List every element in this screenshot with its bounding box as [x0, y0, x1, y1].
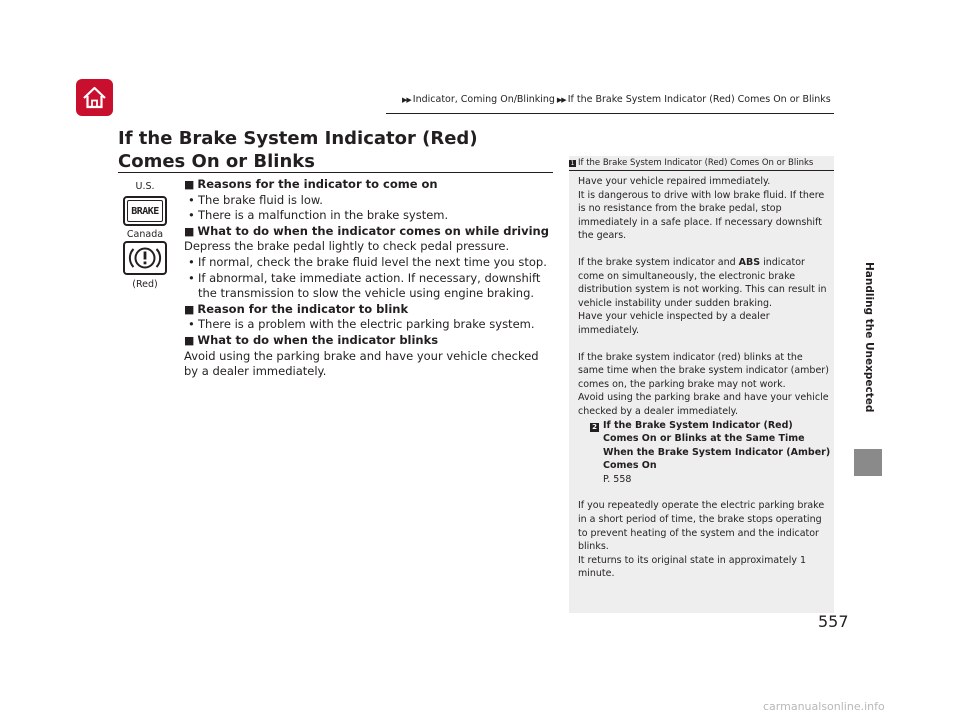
notes-sidebar: [569, 156, 834, 613]
bullet-malfunction: • There is a malfunction in the brake system.: [184, 208, 554, 224]
sidebar-p7: If you repeatedly operate the electric parking brake in a short period of time, the brake stops operating to prevent heating of the system and the indicator blinks.: [578, 500, 825, 553]
breadcrumb: [402, 94, 831, 105]
bullet-if-abnormal: • If abnormal, take immediate action. If necessary, downshift the transmission to slow the vehicle using engine braking.: [184, 271, 554, 302]
bullet-fluid-low: • The brake fluid is low.: [184, 193, 554, 209]
breadcrumb-arrow-icon: ▶▶: [556, 96, 566, 104]
exclamation-circle-icon: [127, 244, 163, 272]
sidebar-heading-text: If the Brake System Indicator (Red) Comes On or Blinks: [578, 158, 814, 168]
heading-what-to-do-blinks: ■ What to do when the indicator blinks: [184, 333, 554, 349]
breadcrumb-current: If the Brake System Indicator (Red) Comes On or Blinks: [567, 94, 831, 105]
canada-label: Canada: [126, 229, 164, 240]
abs-label: ABS: [738, 256, 761, 268]
cross-reference-page[interactable]: P. 558: [603, 473, 632, 485]
brake-exclamation-indicator-icon: [123, 241, 167, 275]
paragraph-avoid-parking-brake: Avoid using the parking brake and have your vehicle checked by a dealer immediately.: [184, 348, 539, 379]
home-icon: [81, 84, 108, 111]
sidebar-p6: Avoid using the parking brake and have your vehicle checked by a dealer immediately.: [578, 392, 829, 417]
breadcrumb-link-indicator[interactable]: Indicator, Coming On/Blinking: [412, 94, 555, 105]
heading-what-to-do-driving: ■ What to do when the indicator comes on while driving: [184, 224, 554, 240]
bullet-if-normal: • If normal, check the brake fluid level the next time you stop.: [184, 255, 554, 271]
sidebar-p2: It is dangerous to drive with low brake fluid. If there is no resistance from the brake pedal, stop immediately in a safe place. If necessary downshift the gears.: [578, 189, 825, 242]
paragraph-depress-pedal: Depress the brake pedal lightly to check pedal pressure.: [184, 239, 510, 254]
note-marker-icon: 1: [570, 160, 575, 167]
sidebar-p3-pre: If the brake system indicator and: [578, 256, 739, 268]
section-tab-label[interactable]: Handling the Unexpected: [863, 262, 875, 413]
heading-reasons-on: ■ Reasons for the indicator to come on: [184, 177, 554, 193]
sidebar-heading: [569, 156, 834, 171]
cross-reference-text[interactable]: If the Brake System Indicator (Red) Comes On or Blinks at the Same Time When the Brake System Indicator (Amber) Comes On: [603, 419, 831, 472]
sidebar-body: [578, 175, 831, 581]
brake-indicator-icon: [123, 196, 167, 226]
us-label: U.S.: [135, 181, 155, 192]
sidebar-p8: It returns to its original state in approximately 1 minute.: [578, 554, 807, 580]
title-divider: [118, 172, 553, 173]
page-number: 557: [818, 612, 849, 631]
watermark-text: carmanualsonline.info: [763, 700, 885, 713]
sidebar-p3-post: indicator come on simultaneously, the electronic brake distribution system is not working. This can result in vehicle instability under sudden braking.: [578, 256, 827, 309]
main-content: [184, 177, 554, 380]
section-tab-marker: [854, 449, 882, 476]
cross-reference-arrow-icon: 2: [590, 423, 599, 432]
sidebar-p3: [578, 256, 831, 310]
red-label: (Red): [132, 279, 158, 290]
header-divider: [386, 113, 834, 114]
breadcrumb-arrow-icon: ▶▶: [402, 96, 411, 104]
home-button[interactable]: [76, 79, 113, 116]
brake-symbol: BRAKE: [127, 200, 163, 222]
sidebar-p1: Have your vehicle repaired immediately.: [578, 176, 771, 187]
sidebar-p5: If the brake system indicator (red) blinks at the same time when the brake system indicator (amber) comes on, the parking brake may not work.: [578, 351, 829, 390]
heading-reason-blink: ■ Reason for the indicator to blink: [184, 302, 554, 318]
cross-reference-link[interactable]: [578, 419, 831, 473]
bullet-parking-brake-problem: • There is a problem with the electric parking brake system.: [184, 317, 554, 333]
sidebar-p4: Have your vehicle inspected by a dealer immediately.: [578, 311, 770, 336]
page-title: If the Brake System Indicator (Red) Comes On or Blinks: [118, 128, 478, 172]
